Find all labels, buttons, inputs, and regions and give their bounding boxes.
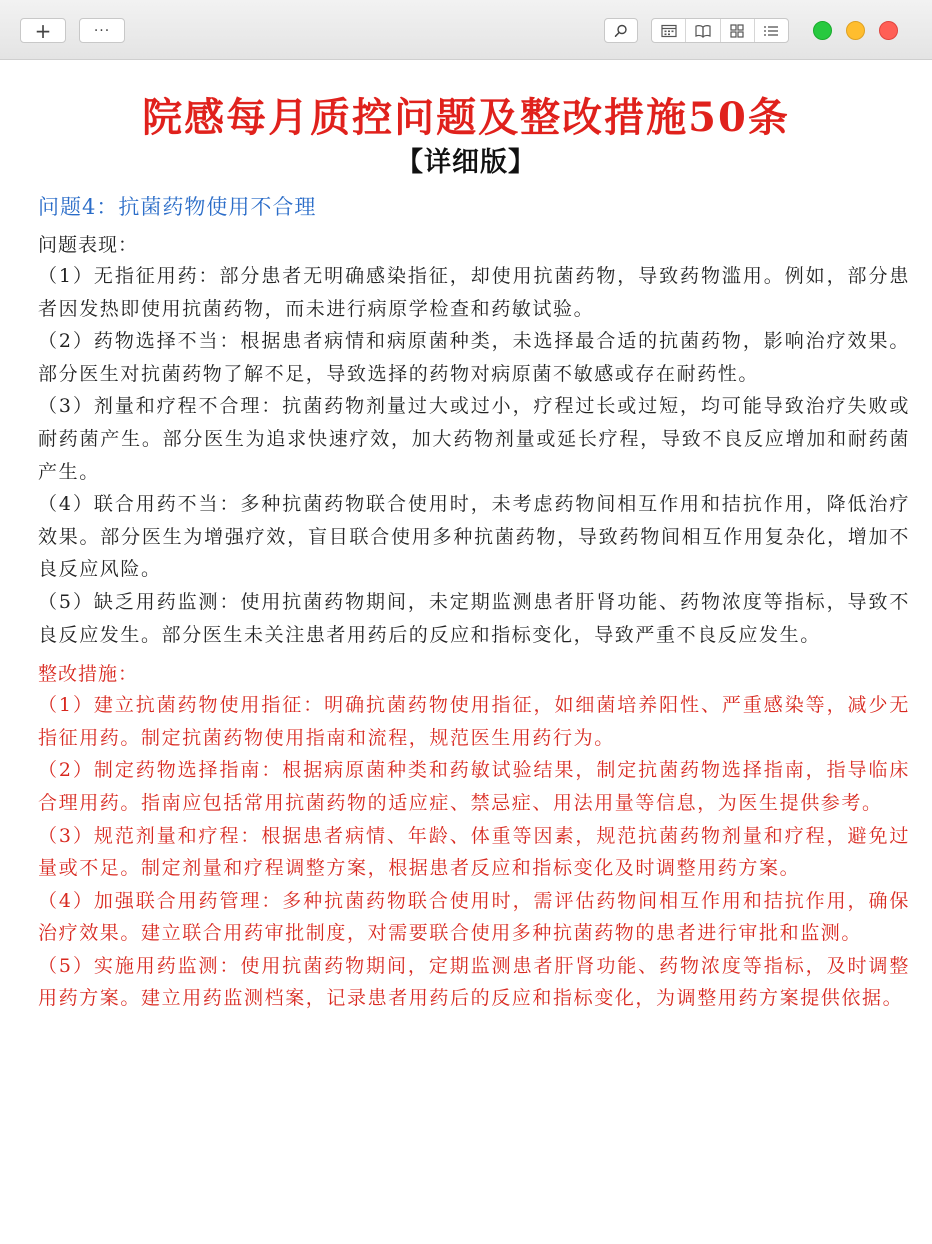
- problem-item: （4）联合用药不当：多种抗菌药物联合使用时，未考虑药物间相互作用和拮抗作用，降低治疗效果。部分医生为增强疗效，盲目联合使用多种抗菌药物，导致药物间相互作用复杂化，增加不良反应风险。: [38, 493, 910, 581]
- measure-item: （5）实施用药监测：使用抗菌药物期间，定期监测患者肝肾功能、药物浓度等指标，及时调整用药方案。建立用药监测档案，记录患者用药后的反应和指标变化，为调整用药方案提供依据。: [38, 954, 910, 1010]
- book-view-button[interactable]: [686, 19, 720, 42]
- calendar-view-button[interactable]: [652, 19, 686, 42]
- document-page: [0, 60, 932, 1244]
- search-button[interactable]: [604, 18, 638, 43]
- search-icon: [614, 24, 628, 38]
- document-title: 院感每月质控问题及整改措施50条: [142, 94, 790, 141]
- book-icon: [695, 24, 711, 38]
- document-subtitle: 【详细版】: [396, 147, 536, 178]
- measure-item: （1）建立抗菌药物使用指征：明确抗菌药物使用指征，如细菌培养阳性、严重感染等，减少无指征用药。制定抗菌药物使用指南和流程，规范医生用药行为。: [38, 694, 910, 749]
- calendar-icon: [661, 24, 677, 38]
- list-view-button[interactable]: [755, 19, 788, 42]
- section-heading: 问题4：抗菌药物使用不合理: [38, 195, 317, 219]
- grid-view-button[interactable]: [721, 19, 755, 42]
- grid-icon: [730, 24, 744, 38]
- add-button[interactable]: +: [20, 18, 66, 43]
- measure-item: （4）加强联合用药管理：多种抗菌药物联合使用时，需评估药物间相互作用和拮抗作用，确保治疗效果。建立联合用药审批制度，对需要联合使用多种抗菌药物的患者进行审批和监测。: [38, 889, 910, 945]
- document-content: [38, 190, 910, 1015]
- list-icon: [763, 24, 779, 38]
- measure-item: （3）规范剂量和疗程：根据患者病情、年龄、体重等因素，规范抗菌药物剂量和疗程，避免过量或不足。制定剂量和疗程调整方案，根据患者反应和指标变化及时调整用药方案。: [38, 824, 910, 880]
- problem-item: （3）剂量和疗程不合理：抗菌药物剂量过大或过小，疗程过长或过短，均可能导致治疗失败或耐药菌产生。部分医生为追求快速疗效，加大药物剂量或延长疗程，导致不良反应增加和耐药菌产生。: [38, 395, 910, 483]
- measures-label: 整改措施：: [38, 663, 139, 686]
- problem-item: （2）药物选择不当：根据患者病情和病原菌种类，未选择最合适的抗菌药物，影响治疗效果。部分医生对抗菌药物了解不足，导致选择的药物对病原菌不敏感或存在耐药性。: [38, 330, 910, 385]
- view-mode-segmented-control: [651, 18, 789, 43]
- problem-item: （1）无指征用药：部分患者无明确感染指征，却使用抗菌药物，导致药物滥用。例如，部分患者因发热即使用抗菌药物，而未进行病原学检查和药敏试验。: [38, 265, 910, 320]
- window-toolbar: [0, 0, 932, 60]
- zoom-window-button[interactable]: [813, 21, 832, 40]
- problems-label: 问题表现：: [38, 234, 139, 256]
- problem-item: （5）缺乏用药监测：使用抗菌药物期间，未定期监测患者肝肾功能、药物浓度等指标，导致不良反应发生。部分医生未关注患者用药后的反应和指标变化，导致严重不良反应发生。: [38, 590, 910, 646]
- minimize-window-button[interactable]: [846, 21, 865, 40]
- more-options-button[interactable]: ···: [79, 18, 125, 43]
- measure-item: （2）制定药物选择指南：根据病原菌种类和药敏试验结果，制定抗菌药物选择指南，指导临床合理用药。指南应包括常用抗菌药物的适应症、禁忌症、用法用量等信息，为医生提供参考。: [38, 759, 910, 814]
- close-window-button[interactable]: [879, 21, 898, 40]
